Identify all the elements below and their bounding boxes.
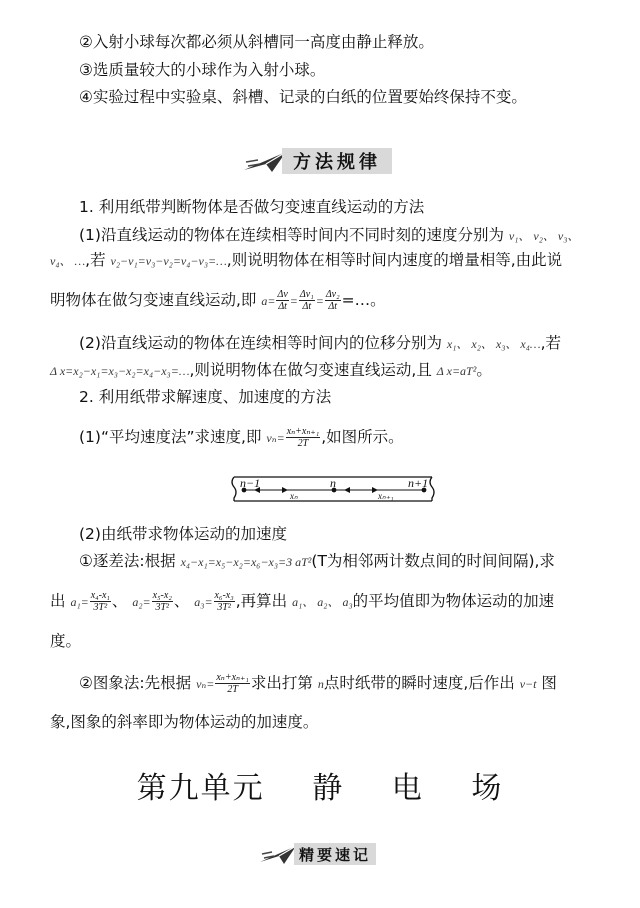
s1-p1-text-b: ,若: [85, 251, 106, 269]
vn2-symbol: vₙ=: [196, 677, 215, 691]
s1-p1-text-d: 明物体在做匀变速直线运动,即: [50, 291, 257, 309]
s2-p3: [79, 550, 555, 573]
s2-p1-text-a: (1)“平均速度法”求速度,即: [79, 428, 262, 446]
s2-p4: [50, 588, 554, 615]
x-list: x₁、 x₂、 x₃、 x₄…: [446, 337, 541, 351]
s2-p2: (2)由纸带求物体运动的加速度: [79, 525, 287, 543]
unit-title-part1: 第九单元: [136, 771, 265, 806]
unit-title-part4: 场: [471, 771, 504, 806]
fraction-dv1: $\frac{\text{Δv₁}}{\Delta t}$: [299, 289, 314, 312]
s1-p1-line3: 明物体在做匀变速直线运动,即 a= $\frac{\Delta v}{\Delta t}$ = $\frac{\text{Δv₁}}{\Delta t}$ = $\frac{\text{Δv₂}}{\Delta t}$ =…。: [50, 289, 386, 312]
tape-label-n: n: [330, 476, 336, 490]
tape-label-n-plus-1: n+1: [408, 476, 429, 490]
list-item-4: ④实验过程中实验桌、斜槽、记录的白纸的位置要始终保持不变。: [79, 88, 527, 106]
fraction-a3: $\frac{\text{x₆-x₃}}{\text{3T²}}$: [214, 590, 234, 613]
fraction-vn-2: $\frac{\text{xₙ+xₙ₊₁}}{2T}$: [216, 672, 249, 695]
v-diff-eq: v₂−v₁=v₃−v₂=v₄−v₃=…: [110, 254, 227, 268]
ratio-tail: =…。: [341, 291, 386, 309]
s1-p2-text-b: ,若: [540, 334, 562, 352]
s2-p3-text-b: (T为相邻两计数点间的时间间隔),求: [311, 552, 555, 570]
s1-p1-line2: [50, 249, 562, 272]
bottom-banner-title: 精要速记: [294, 843, 376, 865]
s2-p1-text-b: ,如图所示。: [321, 428, 404, 446]
s1-p2-end: 。: [476, 361, 492, 379]
s1-p1-line1: [79, 224, 579, 247]
a2-symbol: a₂=: [132, 595, 151, 609]
fraction-dv: $\frac{\Delta v}{\Delta t}$: [277, 289, 288, 312]
a-list: a₁、 a₂、 a₃: [292, 595, 353, 609]
s2-p7: 象,图象的斜率即为物体运动的加速度。: [50, 713, 319, 731]
a3-symbol: a₃=: [194, 595, 213, 609]
section-banner-title: 方法规律: [282, 148, 392, 174]
s2-p6-text-a: ②图象法:先根据: [79, 674, 192, 692]
s1-p2-text-c: ,则说明物体在做匀变速直线运动,且: [189, 361, 432, 379]
s2-p4-text-c: 的平均值即为物体运动的加速: [352, 592, 555, 610]
s1-p2-text-a: (2)沿直线运动的物体在连续相等时间内的位移分别为: [79, 334, 442, 352]
list-item-3: ③选质量较大的小球作为入射小球。: [79, 61, 326, 79]
v-list-a: v₁、 v₂、 v₃、: [508, 229, 580, 243]
diff-eq: x₄−x₁=x₅−x₂=x₆−x₃=3 aT²: [180, 555, 312, 569]
s1-heading: 1. 利用纸带判断物体是否做匀变速直线运动的方法: [79, 198, 425, 216]
tape-label-xn1: xₙ₊₁: [378, 491, 394, 501]
sep-2: 、: [173, 592, 190, 610]
vn-symbol: vₙ=: [266, 431, 285, 445]
dx-at: Δ x=aT²: [436, 364, 477, 378]
dx-eq: Δ x=x₂−x₁=x₃−x₂=x₄−x₃=…: [50, 364, 190, 378]
unit-title-part2: 静: [312, 771, 345, 806]
section-banner: [242, 148, 392, 174]
s2-p3-text-a: ①逐差法:根据: [79, 552, 176, 570]
sep-1: 、: [111, 592, 128, 610]
s2-p4-text-a: 出: [50, 592, 66, 610]
fraction-dv2: $\frac{\text{Δv₂}}{\Delta t}$: [325, 289, 340, 312]
list-item-2: ②入射小球每次都必须从斜槽同一高度由静止释放。: [79, 33, 434, 51]
s2-p6-text-d: 图: [541, 674, 557, 692]
s2-p6-text-b: 求出打第: [250, 674, 313, 692]
a1-symbol: a₁=: [70, 595, 89, 609]
s2-p6-text-c: 点时纸带的瞬时速度,后作出: [323, 674, 515, 692]
s2-heading: 2. 利用纸带求解速度、加速度的方法: [79, 388, 332, 406]
paper-tape-figure: [228, 474, 438, 504]
s2-p5: 度。: [50, 632, 82, 650]
s1-p2-line1: [79, 332, 561, 355]
bottom-banner: [258, 842, 376, 866]
a-symbol: a: [261, 294, 268, 308]
tape-label-xn: xₙ: [290, 491, 298, 501]
n-var: n: [317, 677, 324, 691]
paper-tape-svg: [228, 474, 438, 504]
s1-p1-text-a: (1)沿直线运动的物体在连续相等时间内不同时刻的速度分别为: [79, 226, 504, 244]
paper-plane-icon: [258, 842, 298, 866]
vt-var: v−t: [519, 677, 537, 691]
s1-p1-text-c: ,则说明物体在相等时间内速度的增量相等,由此说: [226, 251, 563, 269]
unit-title: [0, 763, 640, 807]
tape-label-n-minus-1: n−1: [240, 476, 261, 490]
fraction-a2: $\frac{\text{x₅-x₂}}{\text{3T²}}$: [152, 590, 172, 613]
fraction-a1: $\frac{\text{x₄-x₁}}{\text{3T²}}$: [90, 590, 110, 613]
fraction-vn: $\frac{\text{xₙ+xₙ₊₁}}{2T}$: [286, 426, 320, 449]
s1-p2-line2: [50, 359, 492, 382]
s2-p6: [79, 670, 557, 697]
s2-p1: [79, 424, 404, 451]
unit-title-part3: 电: [391, 771, 424, 806]
v-list-b: v₄、 …: [50, 254, 86, 268]
s2-p4-text-b: ,再算出: [235, 592, 288, 610]
